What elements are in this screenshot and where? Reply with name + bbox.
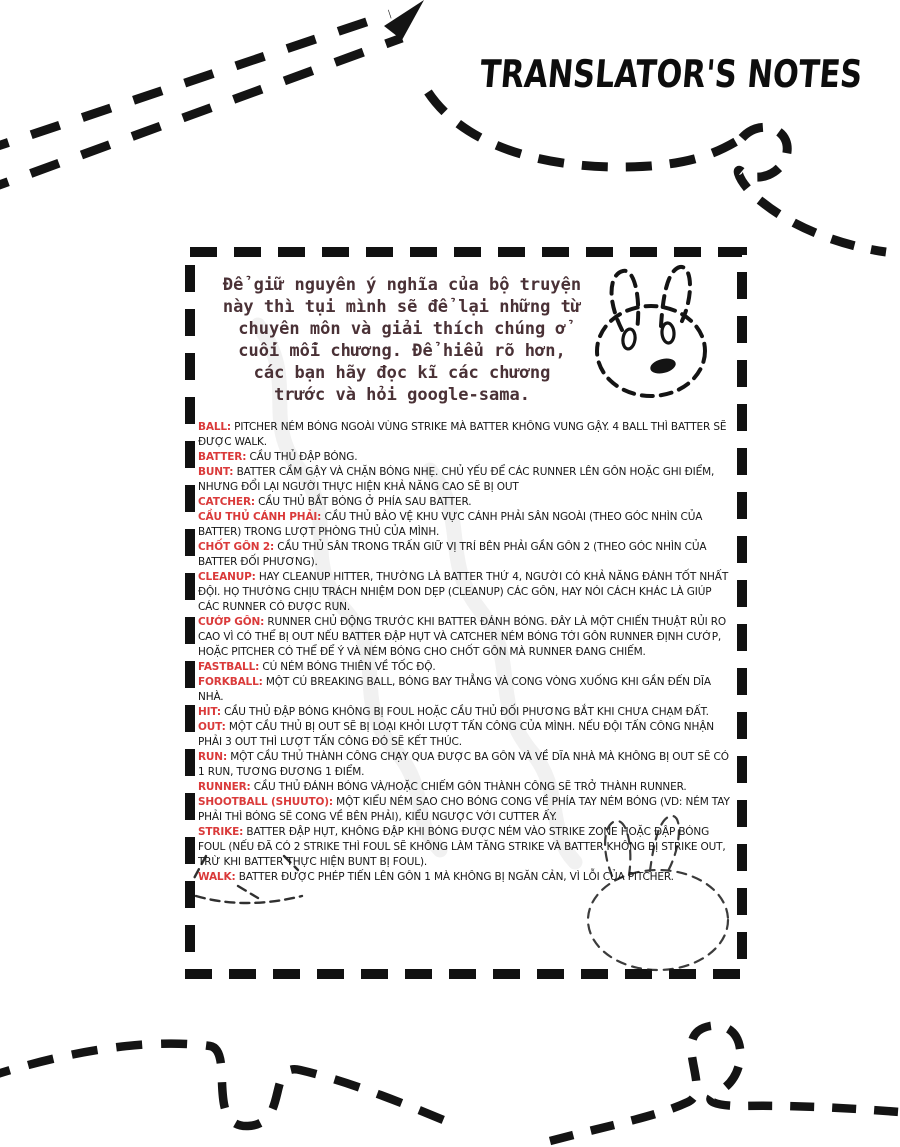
term-entry — [198, 750, 734, 780]
term-label: HIT: — [198, 706, 221, 718]
term-label: SHOOTBALL (SHUUTO): — [198, 796, 333, 808]
bottom-left-doodle — [0, 1044, 460, 1127]
dashed-squiggle-doodle — [428, 92, 886, 252]
term-entry — [198, 540, 734, 570]
term-label: OUT: — [198, 721, 226, 733]
terms-list — [198, 420, 734, 885]
term-definition: CẦU THỦ ĐẬP BÓNG. — [249, 451, 358, 463]
dashed-arrow-doodle — [0, 0, 424, 192]
term-definition: RUNNER CHỦ ĐỘNG TRƯỚC KHI BATTER ĐÁNH BÓNG. ĐÂY LÀ MỘT CHIẾN THUẬT RỦI RO CAO VÌ CÓ THỂ BỊ OUT NẾU BATTER ĐẬP HỤT VÀ CATCHER NÉM BÓNG TỚI GÔN RUNNER ĐỊNH CƯỚP, HOẶC PITCHER CÓ THỂ ĐỂ Ý VÀ NÉM BÓNG CHO CHỐT GÔN MÀ RUNNER ĐANG CHIẾM. — [198, 616, 727, 658]
term-definition: BATTER ĐẬP HỤT, KHÔNG ĐẬP KHI BÓNG ĐƯỢC NÉM VÀO STRIKE ZONE HOẶC ĐẬP BÓNG FOUL (NẾU ĐÃ CÓ 2 STRIKE THÌ FOUL SẼ KHÔNG LÀM TĂNG STRIKE VÀ BATTER KHÔNG BỊ STRIKE OUT, TRỪ KHI BATTER THỰC HIỆN BUNT BỊ FOUL). — [198, 826, 726, 868]
intro-paragraph — [220, 274, 584, 406]
page-title: TRANSLATOR'S NOTES — [478, 52, 865, 96]
term-label: FASTBALL: — [198, 661, 260, 673]
term-definition: HAY CLEANUP HITTER, THƯỜNG LÀ BATTER THỨ 4, NGƯỜI CÓ KHẢ NĂNG ĐÁNH TỐT NHẤT ĐỘI. HỌ THƯỜNG CHỊU TRÁCH NHIỆM DON DẸP (CLEANUP) CÁC GÔN, HAY NÓI CÁCH KHÁC LÀ GIÚP CÁC RUNNER CÓ ĐƯỢC RUN. — [198, 571, 729, 613]
term-entry — [198, 720, 734, 750]
term-definition: BATTER ĐƯỢC PHÉP TIẾN LÊN GÔN 1 MÀ KHÔNG BỊ NGĂN CẢN, VÌ LỖI CỦA PITCHER. — [238, 871, 674, 883]
term-entry — [198, 870, 734, 885]
intro-line: các bạn hãy đọc kĩ các chương — [253, 363, 551, 383]
term-definition: MỘT CẦU THỦ THÀNH CÔNG CHẠY QUA ĐƯỢC BA GÔN VÀ VỀ DĨA NHÀ MÀ KHÔNG BỊ OUT SẼ CÓ 1 RUN, TƯƠNG ĐƯƠNG 1 ĐIỂM. — [198, 751, 729, 778]
term-label: CHỐT GÔN 2: — [198, 541, 275, 553]
intro-line: này thì tụi mình sẽ để lại những từ — [222, 297, 582, 317]
term-entry — [198, 660, 734, 675]
term-definition: CẦU THỦ ĐÁNH BÓNG VÀ/HOẶC CHIẾM GÔN THÀNH CÔNG SẼ TRỞ THÀNH RUNNER. — [253, 781, 687, 793]
term-label: RUNNER: — [198, 781, 251, 793]
term-entry — [198, 465, 734, 495]
term-definition: CÚ NÉM BÓNG THIÊN VỀ TỐC ĐỘ. — [262, 661, 436, 673]
term-entry — [198, 450, 734, 465]
term-entry — [198, 510, 734, 540]
term-label: WALK: — [198, 871, 236, 883]
term-entry — [198, 570, 734, 615]
term-label: RUN: — [198, 751, 227, 763]
term-label: CLEANUP: — [198, 571, 256, 583]
arrowhead-icon — [384, 0, 424, 40]
term-label: BUNT: — [198, 466, 234, 478]
term-entry — [198, 780, 734, 795]
term-entry — [198, 825, 734, 870]
term-entry — [198, 705, 734, 720]
term-definition: BATTER CẦM GẬY VÀ CHẶN BÓNG NHẸ. CHỦ YẾU ĐỂ CÁC RUNNER LÊN GÔN HOẶC GHI ĐIỂM, NHƯNG ĐỔI LẠI NGƯỜI THỰC HIỆN KHẢ NĂNG CAO SẼ BỊ OUT — [198, 466, 715, 493]
intro-line: chuyên môn và giải thích chúng ở — [238, 319, 566, 339]
term-definition: MỘT CÚ BREAKING BALL, BÓNG BAY THẲNG VÀ CONG VÒNG XUỐNG KHI GẦN ĐẾN DĨA NHÀ. — [198, 676, 711, 703]
term-entry — [198, 420, 734, 450]
intro-line: cuối mỗi chương. Để hiểu rõ hơn, — [238, 341, 566, 361]
intro-line: trước và hỏi google-sama. — [274, 385, 530, 405]
term-entry — [198, 615, 734, 660]
term-entry — [198, 495, 734, 510]
bottom-right-doodle — [550, 1026, 900, 1141]
term-label: BATTER: — [198, 451, 247, 463]
term-label: CƯỚP GÔN: — [198, 616, 265, 628]
term-entry — [198, 795, 734, 825]
term-label: CATCHER: — [198, 496, 255, 508]
term-definition: CẦU THỦ BẢO VỆ KHU VỰC CÁNH PHẢI SÂN NGOÀI (THEO GÓC NHÌN CỦA BATTER) TRONG LƯỢT PHÒNG THỦ CỦA MÌNH. — [198, 511, 703, 538]
term-definition: CẦU THỦ ĐẬP BÓNG KHÔNG BỊ FOUL HOẶC CẦU THỦ ĐỐI PHƯƠNG BẮT KHI CHƯA CHẠM ĐẤT. — [224, 706, 709, 718]
term-definition: CẦU THỦ BẮT BÓNG Ở PHÍA SAU BATTER. — [258, 496, 472, 508]
term-label: STRIKE: — [198, 826, 244, 838]
term-label: FORKBALL: — [198, 676, 263, 688]
term-definition: MỘT CẦU THỦ BỊ OUT SẼ BỊ LOẠI KHỎI LƯỢT TẤN CÔNG CỦA MÌNH. NẾU ĐỘI TẤN CÔNG NHẬN PHẢI 3 OUT THÌ LƯỢT TẤN CÔNG ĐÓ SẼ KẾT THÚC. — [198, 721, 714, 748]
term-definition: MỘT KIỂU NÉM SAO CHO BÓNG CONG VỀ PHÍA TAY NÉM BÓNG (VD: NÉM TAY PHẢI THÌ BÓNG SẼ CONG VỀ BÊN PHẢI), KIỂU NGƯỢC VỚI CUTTER ẤY. — [198, 796, 730, 823]
intro-line: Để giữ nguyên ý nghĩa của bộ truyện — [222, 275, 582, 295]
term-label: CẦU THỦ CÁNH PHẢI: — [198, 511, 322, 523]
term-definition: CẦU THỦ SÂN TRONG TRẤN GIỮ VỊ TRÍ BÊN PHẢI GẦN GÔN 2 (THEO GÓC NHÌN CỦA BATTER ĐỐI PHƯƠNG). — [198, 541, 707, 568]
note-box — [198, 262, 734, 885]
term-label: BALL: — [198, 421, 231, 433]
term-definition: PITCHER NÉM BÓNG NGOÀI VÙNG STRIKE MÀ BATTER KHÔNG VUNG GẬY. 4 BALL THÌ BATTER SẼ ĐƯỢC WALK. — [198, 421, 727, 448]
term-entry — [198, 675, 734, 705]
